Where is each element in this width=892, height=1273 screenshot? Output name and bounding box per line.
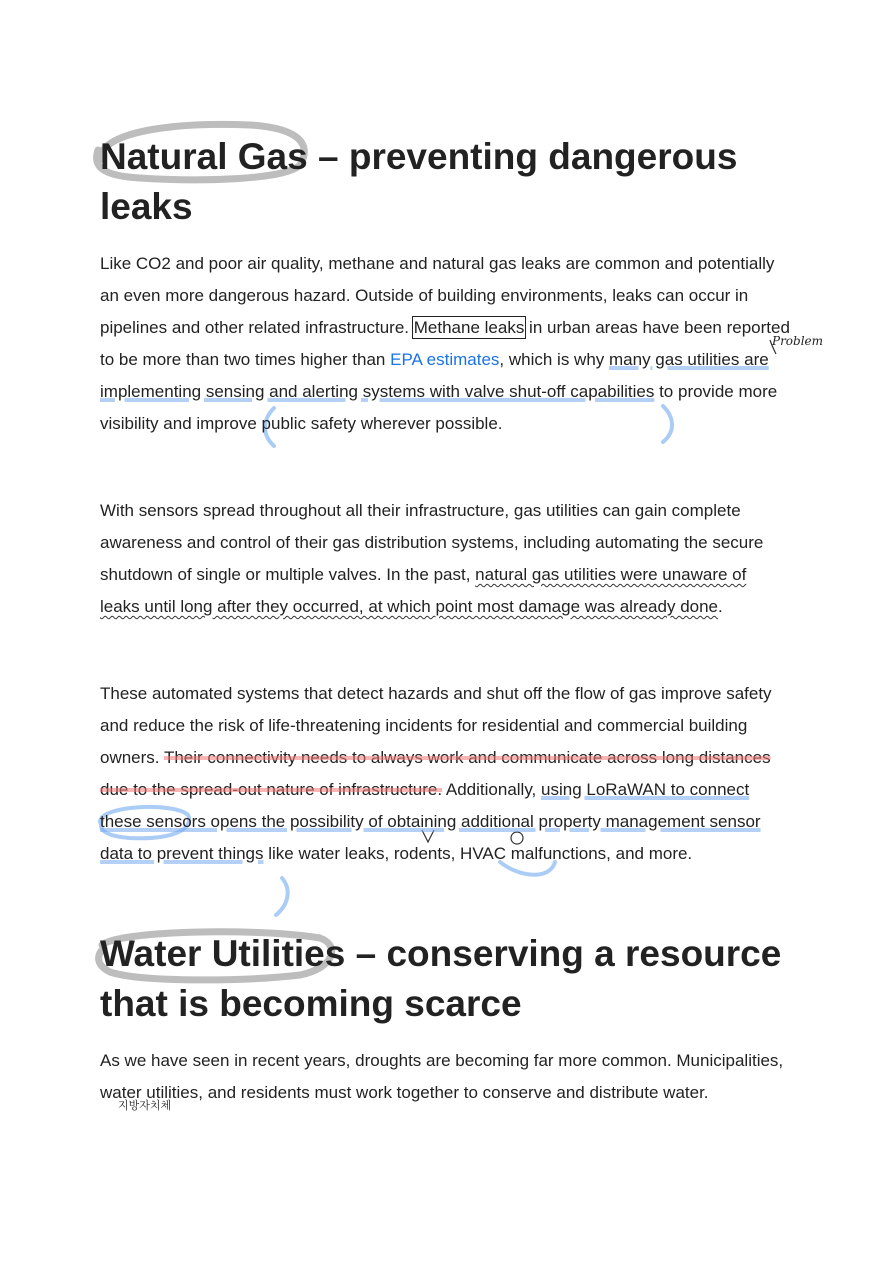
blue-hook-p3: [276, 878, 288, 915]
heading-rest-water-utilities: conserving a resource that is becoming scarce: [100, 933, 782, 1024]
paragraph-droughts: As we have seen in recent years, droughts are becoming far more common. Municipalities, water utilities, and residents must work together to conserve and distribute water.: [100, 1051, 784, 1102]
handwritten-note-problem: Problem: [772, 334, 824, 348]
handwritten-note-korean: 지방자치체: [118, 1099, 172, 1112]
paragraph-gas-leaks: [100, 248, 790, 440]
p1-text-4: to provide more visibility and improve public safety wherever possible.: [100, 382, 778, 433]
boxed-methane-leaks: Methane leaks: [413, 318, 525, 337]
paragraph-automated-systems: [100, 678, 790, 870]
blue-highlight-lorawan: using LoRaWAN to connect these sensors opens the possibility of obtaining additional property management sensor data to prevent things: [100, 780, 761, 863]
heading-natural-gas: [100, 132, 800, 232]
p3-text-1: These automated systems that detect hazards and shut off the flow of gas improve safety and reduce the risk of life-threatening incidents for residential and commercial building owners.: [100, 684, 772, 767]
p2-text-1: With sensors spread throughout all their infrastructure, gas utilities can gain complete awareness and control of their gas distribution systems, including automating the secure shutdown of single or multiple valves. In the past,: [100, 501, 764, 584]
p1-text-1: Like CO2 and poor air quality, methane and natural gas leaks are common and potentially an even more dangerous hazard. Outside of building environments, leaks can occur in pipelines and other related infrastructure.: [100, 254, 775, 337]
epa-estimates-link[interactable]: EPA estimates: [390, 350, 500, 369]
blue-highlight-utilities: many gas utilities are implementing sensing and alerting systems with valve shut-off capabilities: [100, 350, 769, 401]
p1-text-2: in urban areas have been reported to be more than two times higher than: [100, 318, 790, 369]
heading-rest-natural-gas: preventing dangerous leaks: [100, 136, 738, 227]
heading-keyword-water-utilities: Water Utilities: [100, 933, 346, 974]
wavy-underline-unaware: natural gas utilities were unaware of leaks until long after they occurred, at which point most damage was already done: [100, 565, 747, 616]
paragraph-sensors: [100, 495, 790, 623]
p3-text-3: like water leaks, rodents, HVAC malfunctions, and more.: [263, 844, 693, 863]
heading-keyword-natural-gas: Natural Gas: [100, 136, 308, 177]
heading-water-utilities: [100, 929, 800, 1029]
red-highlight-connectivity: Their connectivity needs to always work and communicate across long distances due to the spread-out nature of infrastructure.: [100, 748, 771, 799]
heading-separator: –: [345, 933, 387, 974]
p2-text-2: .: [718, 597, 723, 616]
p3-text-2: Additionally,: [442, 780, 542, 799]
heading-separator: –: [307, 136, 349, 177]
p1-text-3: , which is why: [499, 350, 609, 369]
